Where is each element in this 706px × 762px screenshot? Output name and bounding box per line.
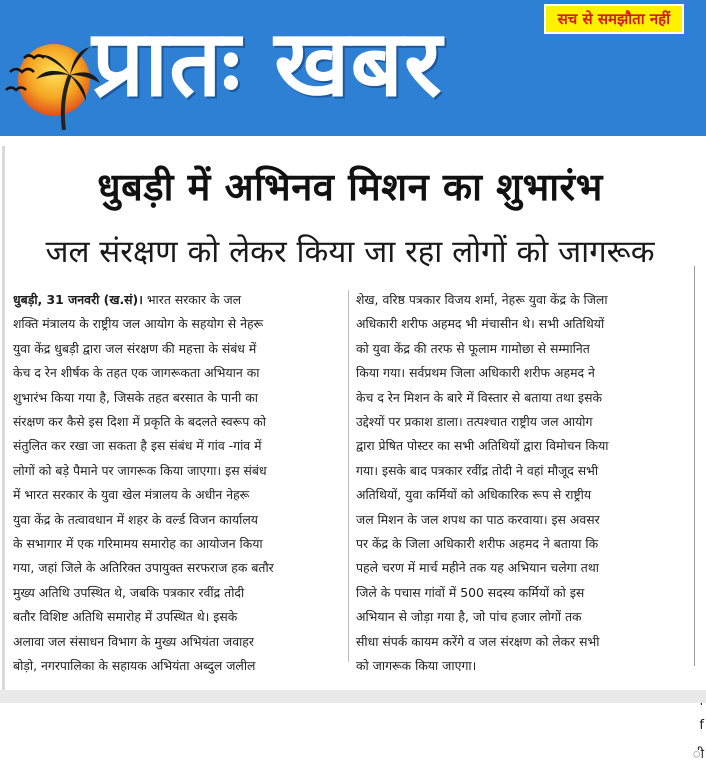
article-line: शक्ति मंत्रालय के राष्ट्रीय जल आयोग के सहयोग से नेहरू — [13, 316, 264, 332]
article-line: पहले चरण में मार्च महीने तक यह अभियान चलेगा तथा — [356, 560, 599, 576]
article-column-right — [356, 288, 689, 679]
article-line: मुख्य अतिथि उपस्थित थे, जबकि पत्रकार रवींद्र तोदी — [13, 584, 245, 600]
article-line: युवा केंद्र धुबड़ी द्वारा जल संरक्षण की महत्ता के संबंध में — [13, 340, 257, 356]
article-line: को जागरूक किया जाएगा। — [356, 658, 477, 674]
article-line: लोगों को बड़े पैमाने पर जागरूक किया जाएगा। इस संबंध — [13, 462, 267, 478]
article-line: किया गया। सर्वप्रथम जिला अधिकारी शरीफ अहमद ने — [356, 365, 595, 381]
adjacent-text-fragment: f — [699, 718, 704, 733]
masthead — [0, 0, 706, 145]
article-column-left — [13, 288, 343, 679]
article-line: बतौर विशिष्ट अतिथि समारोह में उपस्थित थे। इसके — [13, 609, 238, 625]
adjacent-text-fragment: ी — [692, 747, 704, 762]
article-line: में भारत सरकार के युवा खेल मंत्रालय के अधीन नेहरू — [13, 487, 250, 503]
article-subheadline: जल संरक्षण को लेकर किया जा रहा लोगों को जागरूक — [45, 234, 655, 270]
article-line: गया। इसके बाद पत्रकार रवींद्र तोदी ने वहां मौजूद सभी — [356, 462, 599, 478]
masthead-divider — [0, 136, 706, 145]
article-line: उद्देश्यों पर प्रकाश डाला। तत्पश्चात राष्ट्रीय जल आयोग — [356, 414, 593, 430]
article-line: जल मिशन के जल शपथ का पाठ करवाया। इस अवसर — [356, 511, 600, 527]
article-line: युवा केंद्र के तत्वावधान में शहर के वर्ल्ड विजन कार्यालय — [13, 511, 258, 527]
article-line: केच द रेन शीर्षक के तहत एक जागरूकता अभियान का — [13, 365, 260, 381]
article-line: गया, जहां जिले के अतिरिक्त उपायुक्त सरफराज हक बतौर — [13, 560, 274, 576]
article-line: पर केंद्र के जिला अधिकारी शरीफ अहमद ने बताया कि — [356, 536, 599, 552]
article-line: जिले के पचास गांवों में 500 सदस्य कर्मियों को इस — [356, 584, 585, 600]
article-dateline: धुबड़ी, 31 जनवरी (ख.सं)। — [13, 292, 143, 307]
article-line: संरक्षण कर कैसे इस दिशा में प्रकृति के बदलते स्वरूप को — [13, 414, 267, 430]
article-line: केच द रेन मिशन के बारे में विस्तार से बताया तथा इसके — [356, 389, 602, 405]
article-line: बोड़ो, नगरपालिका के सहायक अभियंता अब्दुल जलील — [13, 658, 256, 674]
article-line: को युवा केंद्र की तरफ से फूलाम गामोछा से सम्मानित — [356, 340, 590, 356]
article-line: शुभारंभ किया गया है, जिसके तहत बरसात के पानी का — [13, 389, 258, 405]
news-article — [2, 146, 705, 762]
article-line: धुबड़ी, 31 जनवरी (ख.सं)। भारत सरकार के जल — [13, 292, 242, 307]
adjacent-article-edge — [692, 266, 705, 762]
article-line: के सभागार में एक गरिमामय समारोह का आयोजन किया — [13, 536, 263, 552]
column-divider — [348, 290, 349, 662]
masthead-tagline: सच से समझौता नहीं — [544, 4, 684, 34]
article-line: अतिथियों, युवा कर्मियों को अधिकारिक रूप से राष्ट्रीय — [356, 487, 592, 503]
article-line: अभियान से जोड़ा गया है, जो पांच हजार लोगों तक — [356, 609, 582, 625]
article-line: अधिकारी शरीफ अहमद भी मंचासीन थे। सभी अतिथियों — [356, 316, 605, 332]
article-line: संतुलित कर रखा जा सकता है इस संबंध में गांव -गांव में — [13, 438, 262, 454]
newspaper-logo: प्रातः खबर — [92, 10, 443, 117]
article-line: द्वारा प्रेषित पोस्टर का सभी अतिथियों द्वारा विमोचन किया — [356, 438, 609, 454]
article-headline: धुबड़ी में अभिनव मिशन का शुभारंभ — [97, 165, 603, 209]
page-bottom-edge — [0, 690, 706, 703]
article-line: सीधा संपर्क कायम करेंगे व जल संरक्षण को लेकर सभी — [356, 633, 600, 649]
article-line: अलावा जल संसाधन विभाग के मुख्य अभियंता जवाहर — [13, 633, 254, 649]
article-line: शेख, वरिष्ठ पत्रकार विजय शर्मा, नेहरू युवा केंद्र के जिला — [356, 292, 608, 307]
